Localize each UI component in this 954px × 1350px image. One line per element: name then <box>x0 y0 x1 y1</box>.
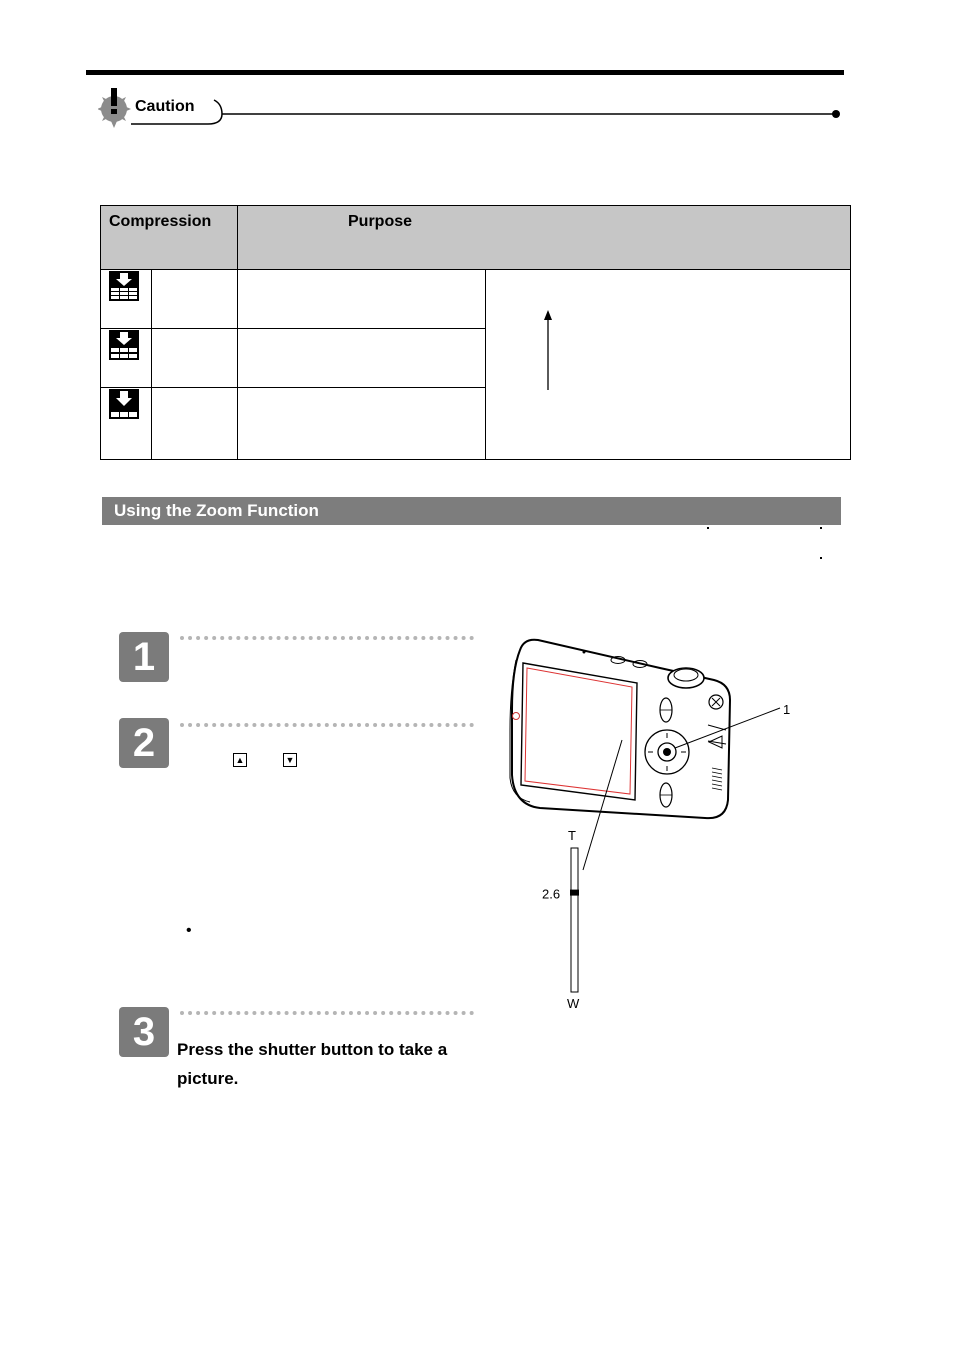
row-icon-cell <box>101 270 152 329</box>
list-bullet: • <box>186 922 192 939</box>
header-compression: Compression <box>101 206 238 270</box>
table-header-row <box>101 206 851 270</box>
zoom-level-marker <box>570 890 579 896</box>
caution-header <box>98 86 844 132</box>
arrow-up-icon <box>540 310 556 392</box>
step-3-number: 3 <box>119 1007 169 1057</box>
camera-diagram <box>500 630 800 1015</box>
step-1-number: 1 <box>119 632 169 682</box>
step-3-text: Press the shutter button to take a picture. <box>177 1040 448 1088</box>
shutter-button-icon <box>668 668 704 688</box>
section-title-bar <box>102 497 841 525</box>
zoom-tele-label: T <box>568 828 576 843</box>
zoom-up-key-icon: ▲ <box>233 753 247 767</box>
normal-quality-icon <box>109 330 141 362</box>
header-purpose: Purpose <box>238 206 851 270</box>
lcd-screen <box>521 663 637 800</box>
zoom-value-label: 2.6 <box>542 886 561 902</box>
step-2-number: 2 <box>119 718 169 768</box>
callout-label: 1 <box>783 702 791 717</box>
row-icon-cell <box>101 329 152 388</box>
fine-quality-icon <box>109 271 141 303</box>
purpose-arrow-cell <box>486 270 851 460</box>
caution-label: Caution <box>135 98 195 115</box>
economy-quality-icon <box>109 389 141 421</box>
step-1-divider <box>180 636 474 640</box>
zoom-wide-label: W <box>567 996 580 1011</box>
compression-table <box>100 205 851 460</box>
step-3-divider <box>180 1011 474 1015</box>
table-row <box>101 270 851 329</box>
zoom-bar <box>571 848 578 992</box>
zoom-down-key-icon: ▼ <box>283 753 297 767</box>
header-rule <box>86 70 844 75</box>
section-title: Using the Zoom Function <box>114 501 319 520</box>
row-icon-cell <box>101 388 152 460</box>
step-2-divider <box>180 723 474 727</box>
caution-icon <box>98 86 844 132</box>
